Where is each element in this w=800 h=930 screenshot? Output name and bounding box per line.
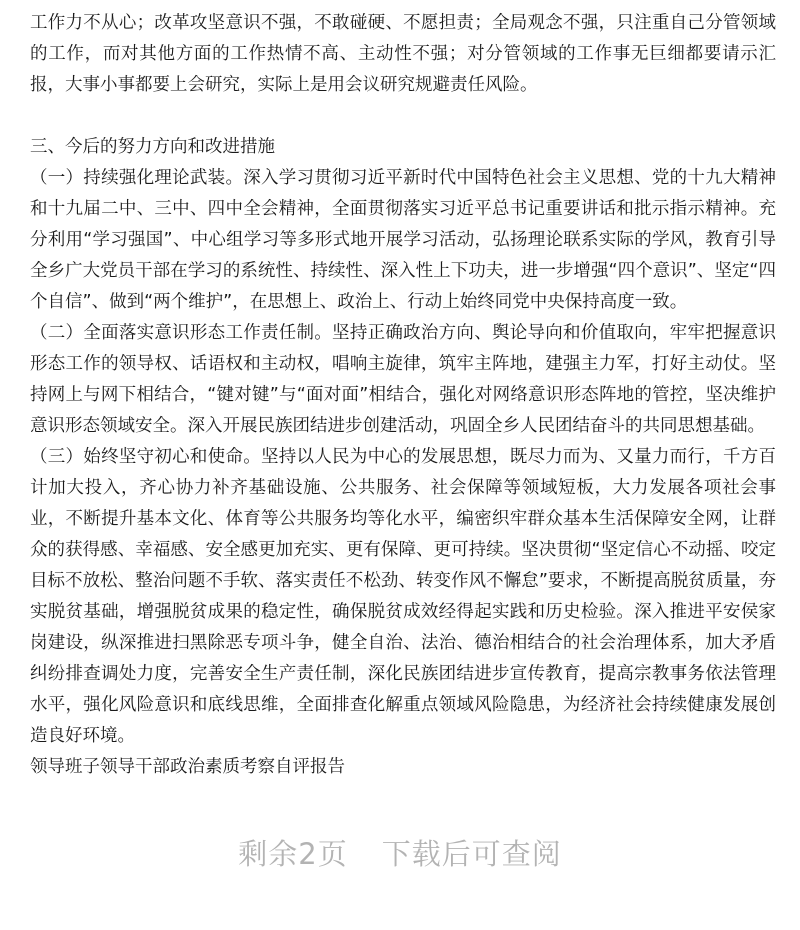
measure-2-paragraph: （二）全面落实意识形态工作责任制。坚持正确政治方向、舆论导向和价值取向，牢牢把握意识形态工作的领导权、话语权和主动权，唱响主旋律，筑牢主阵地，建强主力军，打好主动仗。坚持网上与网下相结合，“键对键”与“面对面”相结合，强化对网络意识形态阵地的管控，坚决维护意识形态领域安全。深入开展民族团结进步创建活动，巩固全乡人民团结奋斗的共同思想基础。 bbox=[30, 323, 776, 436]
report-title: 领导班子领导干部政治素质考察自评报告 bbox=[30, 757, 345, 777]
measure-1-paragraph: （一）持续强化理论武装。深入学习贯彻习近平新时代中国特色社会主义思想、党的十九大精神和十九届二中、三中、四中全会精神，全面贯彻落实习近平总书记重要讲话和批示指示精神。充分利用“学习强国”、中心组学习等多形式地开展学习活动，弘扬理论联系实际的学风，教育引导全乡广大党员干部在学习的系统性、持续性、深入性上下功夫，进一步增强“四个意识”、坚定“四个自信”、做到“两个维护”，在思想上、政治上、行动上始终同党中央保持高度一致。 bbox=[30, 168, 776, 312]
section3-heading: 三、今后的努力方向和改进措施 bbox=[30, 137, 275, 157]
measure-3-paragraph: （三）始终坚守初心和使命。坚持以人民为中心的发展思想，既尽力而为、又量力而行，千方百计加大投入，齐心协力补齐基础设施、公共服务、社会保障等领域短板，大力发展各项社会事业，不断提升基本文化、体育等公共服务均等化水平，编密织牢群众基本生活保障安全网，让群众的获得感、幸福感、安全感更加充实、更有保障、更可持续。坚决贯彻“坚定信心不动摇、咬定目标不放松、整治问题不手软、落实责任不松劲、转变作风不懈怠”要求，不断提高脱贫质量，夯实脱贫基础，增强脱贫成果的稳定性，确保脱贫成效经得起实践和历史检验。深入推进平安侯家岗建设，纵深推进扫黑除恶专项斗争，健全自治、法治、德治相结合的社会治理体系，加大矛盾纠纷排查调处力度，完善安全生产责任制，深化民族团结进步宣传教育，提高宗教事务依法管理水平，强化风险意识和底线思维，全面排查化解重点领域风险隐患，为经济社会持续健康发展创造良好环境。 bbox=[30, 447, 776, 746]
remaining-pages-notice[interactable] bbox=[0, 832, 800, 873]
section2-tail-paragraph: 工作力不从心；改革攻坚意识不强，不敢碰硬、不愿担责；全局观念不强，只注重自己分管领域的工作，而对其他方面的工作热情不高、主动性不强；对分管领域的工作事无巨细都要请示汇报，大事小事都要上会研究，实际上是用会议研究规避责任风险。 bbox=[30, 13, 776, 95]
paragraph-gap bbox=[30, 101, 776, 132]
download-hint-label: 下载后可查阅 bbox=[381, 837, 562, 871]
remaining-pages-label: 剩余2页 bbox=[238, 837, 348, 871]
document-body bbox=[30, 8, 776, 783]
